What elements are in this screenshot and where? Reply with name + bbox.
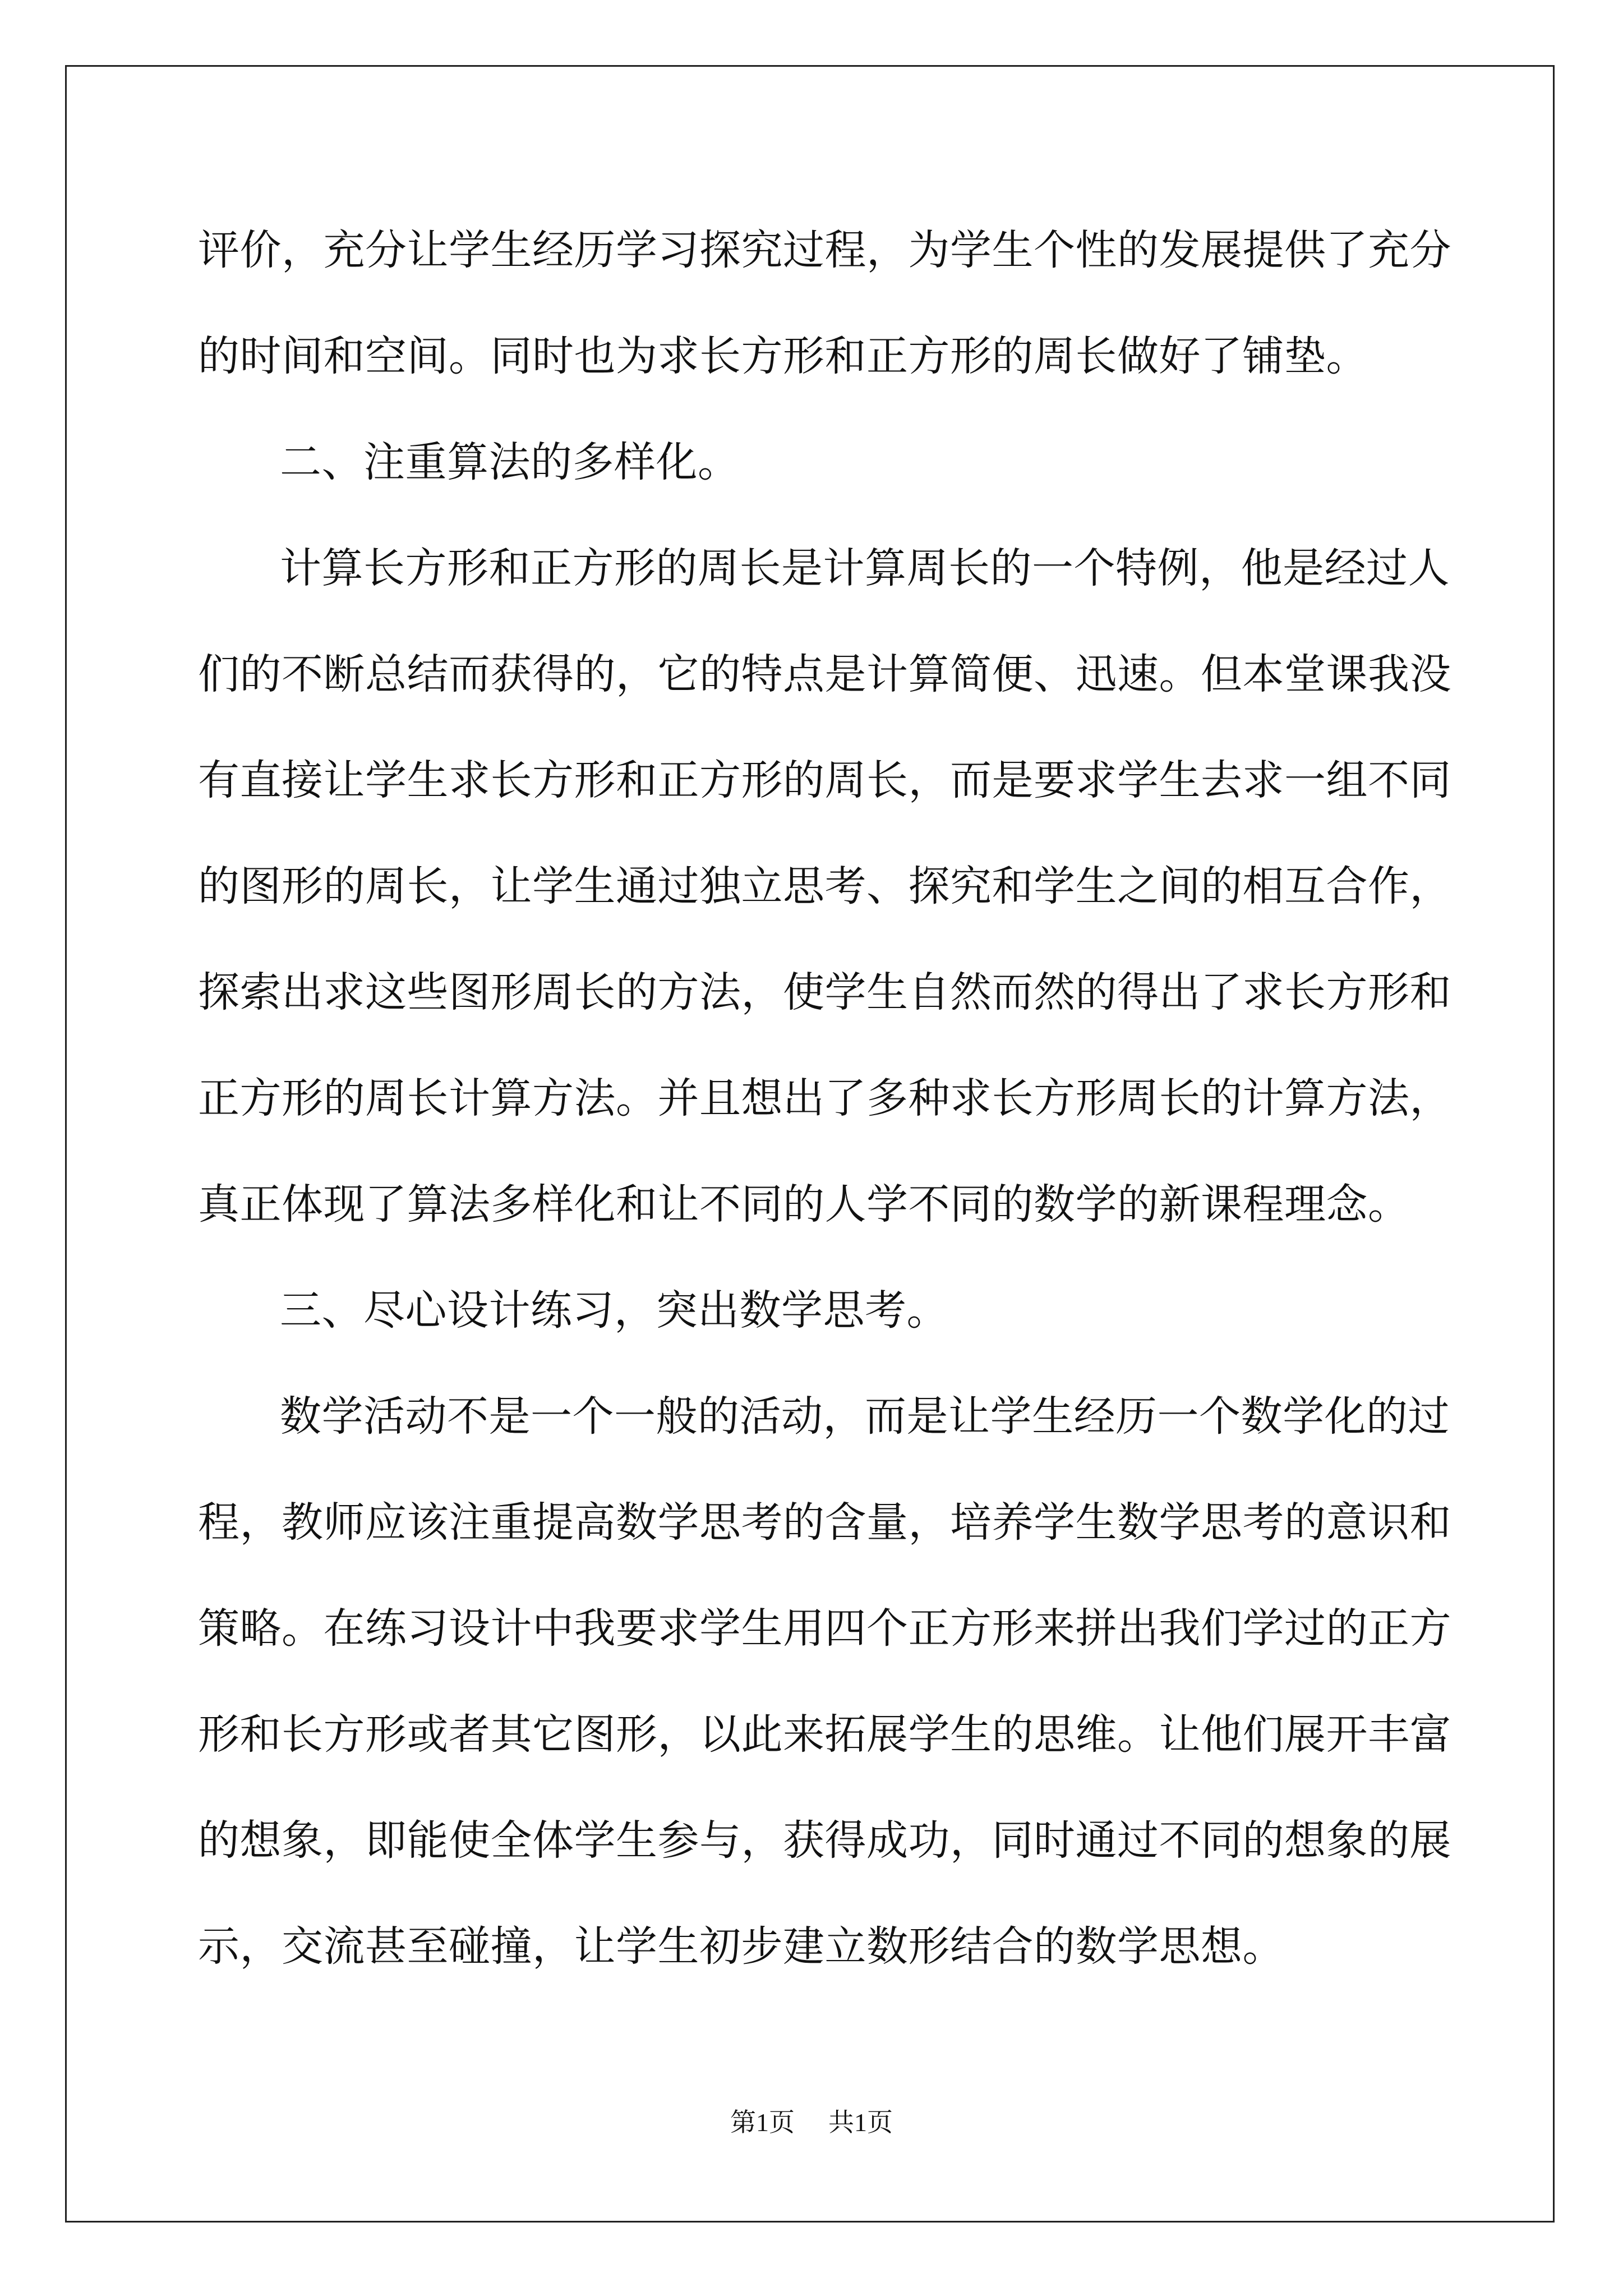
text-line: 真正体现了算法多样化和让不同的人学不同的数学的新课程理念。 — [198, 1180, 1410, 1228]
page-number: 第1页 — [730, 2108, 795, 2137]
text-line: 有直接让学生求长方形和正方形的周长，而是要求学生去求一组不同 — [198, 756, 1451, 804]
text-line: 正方形的周长计算方法。并且想出了多种求长方形周长的计算方法， — [198, 1074, 1451, 1122]
text-line: 探索出求这些图形周长的方法，使学生自然而然的得出了求长方形和 — [198, 968, 1451, 1016]
page-frame — [65, 65, 1555, 2223]
text-line: 数学活动不是一个一般的活动，而是让学生经历一个数学化的过 — [280, 1392, 1450, 1441]
text-line: 们的不断总结而获得的，它的特点是计算简便、迅速。但本堂课我没 — [198, 650, 1451, 698]
text-line: 的图形的周长，让学生通过独立思考、探究和学生之间的相互合作， — [198, 862, 1451, 910]
text-line: 的时间和空间。同时也为求长方形和正方形的周长做好了铺垫。 — [198, 332, 1368, 380]
page-total: 共1页 — [828, 2108, 893, 2137]
text-line: 计算长方形和正方形的周长是计算周长的一个特例，他是经过人 — [280, 544, 1450, 592]
text-line: 形和长方形或者其它图形，以此来拓展学生的思维。让他们展开丰富 — [198, 1710, 1451, 1759]
text-line: 示，交流甚至碰撞，让学生初步建立数形结合的数学思想。 — [198, 1922, 1284, 1971]
text-line: 策略。在练习设计中我要求学生用四个正方形来拼出我们学过的正方 — [198, 1604, 1451, 1653]
text-line: 评价，充分让学生经历学习探究过程，为学生个性的发展提供了充分 — [198, 226, 1451, 274]
text-line: 程，教师应该注重提高数学思考的含量，培养学生数学思考的意识和 — [198, 1498, 1451, 1547]
section-heading: 二、注重算法的多样化。 — [280, 438, 740, 486]
text-line: 的想象，即能使全体学生参与，获得成功，同时通过不同的想象的展 — [198, 1816, 1451, 1865]
section-heading: 三、尽心设计练习，突出数学思考。 — [280, 1286, 948, 1335]
page-footer — [0, 2106, 1623, 2139]
